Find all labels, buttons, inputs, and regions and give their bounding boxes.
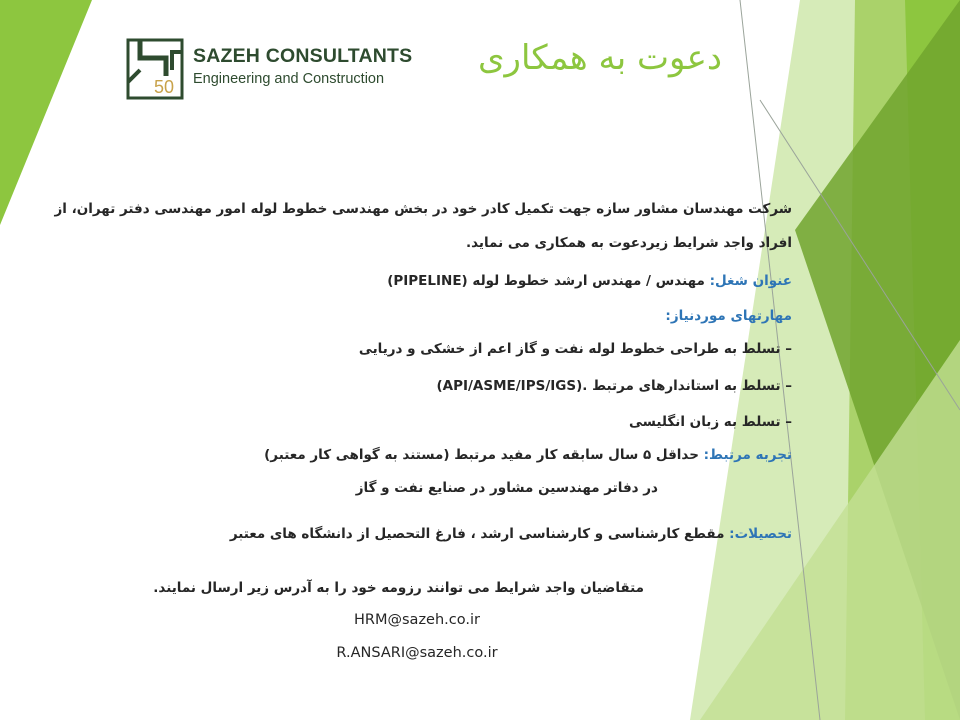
left-green-triangle (0, 0, 92, 225)
skill-item: – تسلط به زبان انگلیسی (629, 414, 792, 430)
job-title-line (387, 273, 792, 289)
education-line (230, 526, 792, 542)
page-title: دعوت به همکاری (477, 38, 722, 78)
intro-line-1: شرکت مهندسان مشاور سازه جهت تکمیل کادر خود در بخش مهندسی خطوط لوله امور مهندسی دفتر تهران، از (54, 201, 792, 217)
experience-label: تجربه مرتبط: (703, 447, 792, 463)
apply-instructions: متقاضیان واجد شرایط می توانند رزومه خود را به آدرس زیر ارسال نمایند. (153, 580, 644, 596)
experience-line (264, 447, 792, 463)
company-logo (126, 38, 416, 102)
experience-value-line-2: در دفاتر مهندسین مشاور در صنایع نفت و گاز (355, 480, 658, 496)
skill-item: – تسلط به استاندارهای مرتبط .(API/ASME/IPS/IGS) (436, 378, 792, 394)
sazeh-logo-mark (126, 38, 184, 100)
logo-number: 50 (153, 77, 175, 97)
skills-label: مهارتهای موردنیاز: (665, 308, 792, 324)
company-tagline: Engineering and Construction (193, 71, 385, 87)
email-link-hrm[interactable]: HRM@sazeh.co.ir (354, 612, 480, 628)
skill-item: – تسلط به طراحی خطوط لوله نفت و گاز اعم از خشکی و دریایی (358, 341, 792, 357)
intro-line-2: افراد واجد شرایط زیردعوت به همکاری می نماید. (465, 235, 792, 251)
job-title-value: مهندس / مهندس ارشد خطوط لوله (PIPELINE) (387, 273, 705, 289)
education-value: مقطع کارشناسی و کارشناسی ارشد ، فارغ التحصیل از دانشگاه های معتبر (229, 526, 725, 542)
experience-value: حداقل ۵ سال سابقه کار مفید مرتبط (مستند به گواهی کار معتبر) (264, 447, 699, 463)
education-label: تحصیلات: (729, 526, 792, 542)
email-link-ransari[interactable]: R.ANSARI@sazeh.co.ir (336, 645, 498, 661)
job-title-label: عنوان شغل: (709, 273, 792, 289)
company-name: SAZEH CONSULTANTS (193, 45, 413, 67)
